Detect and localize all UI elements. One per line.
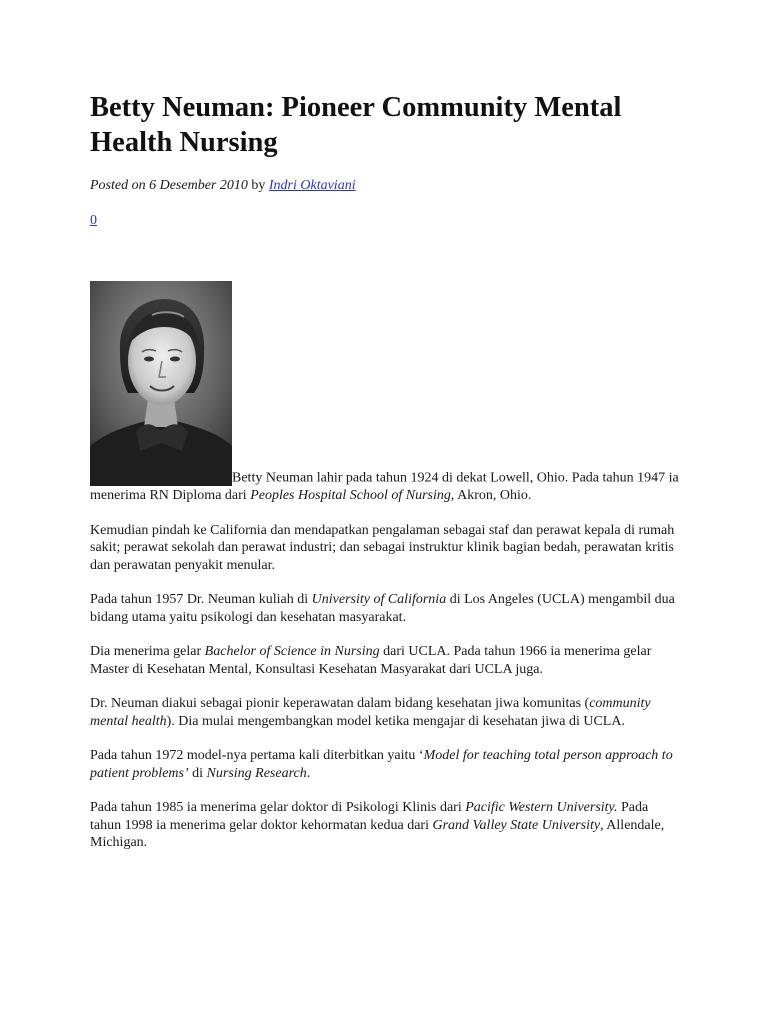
paragraph-6: Pada tahun 1972 model-nya pertama kali diterbitkan yaitu ‘Model for teaching total person approach to patient problems’ di Nursing Research.	[90, 748, 673, 781]
posted-date: Posted on 6 Desember 2010	[90, 178, 248, 193]
paragraph-2: Kemudian pindah ke California dan mendapatkan pengalaman sebagai staf dan perawat kepala di rumah sakit; perawat sekolah dan perawat industri; dan sebagai instruktur klinik bagian bedah, perawatan kritis dan perawatan penyakit menular.	[90, 522, 675, 573]
article-body	[90, 281, 682, 869]
author-link[interactable]: Indri Oktaviani	[268, 178, 356, 193]
paragraph-3: Pada tahun 1957 Dr. Neuman kuliah di University of California di Los Angeles (UCLA) mengambil dua bidang utama yaitu psikologi dan kesehatan masyarakat.	[90, 592, 675, 625]
post-meta	[90, 176, 356, 196]
comments-link[interactable]: 0	[90, 213, 97, 228]
paragraph-1: Betty Neuman lahir pada tahun 1924 di dekat Lowell, Ohio. Pada tahun 1947 ia menerima RN Diploma dari Peoples Hospital School of Nursing, Akron, Ohio.	[90, 281, 682, 505]
paragraph-4: Dia menerima gelar Bachelor of Science in Nursing dari UCLA. Pada tahun 1966 ia menerima gelar Master di Kesehatan Mental, Konsultasi Kesehatan Masyarakat dari UCLA juga.	[90, 644, 652, 677]
comments-count	[90, 211, 97, 231]
post-title: Betty Neuman: Pioneer Community Mental Health Nursing	[90, 92, 622, 158]
by-label: by	[247, 178, 269, 193]
paragraph-7: Pada tahun 1985 ia menerima gelar doktor di Psikologi Klinis dari Pacific Western University. Pada tahun 1998 ia menerima gelar doktor kehormatan kedua dari Grand Valley State University, Allendale, Michigan.	[90, 800, 665, 850]
portrait-photo-icon	[90, 281, 232, 486]
paragraph-5: Dr. Neuman diakui sebagai pionir keperawatan dalam bidang kesehatan jiwa komunitas (community mental health). Dia mulai mengembangkan model ketika mengajar di kesehatan jiwa di UCLA.	[90, 696, 651, 729]
